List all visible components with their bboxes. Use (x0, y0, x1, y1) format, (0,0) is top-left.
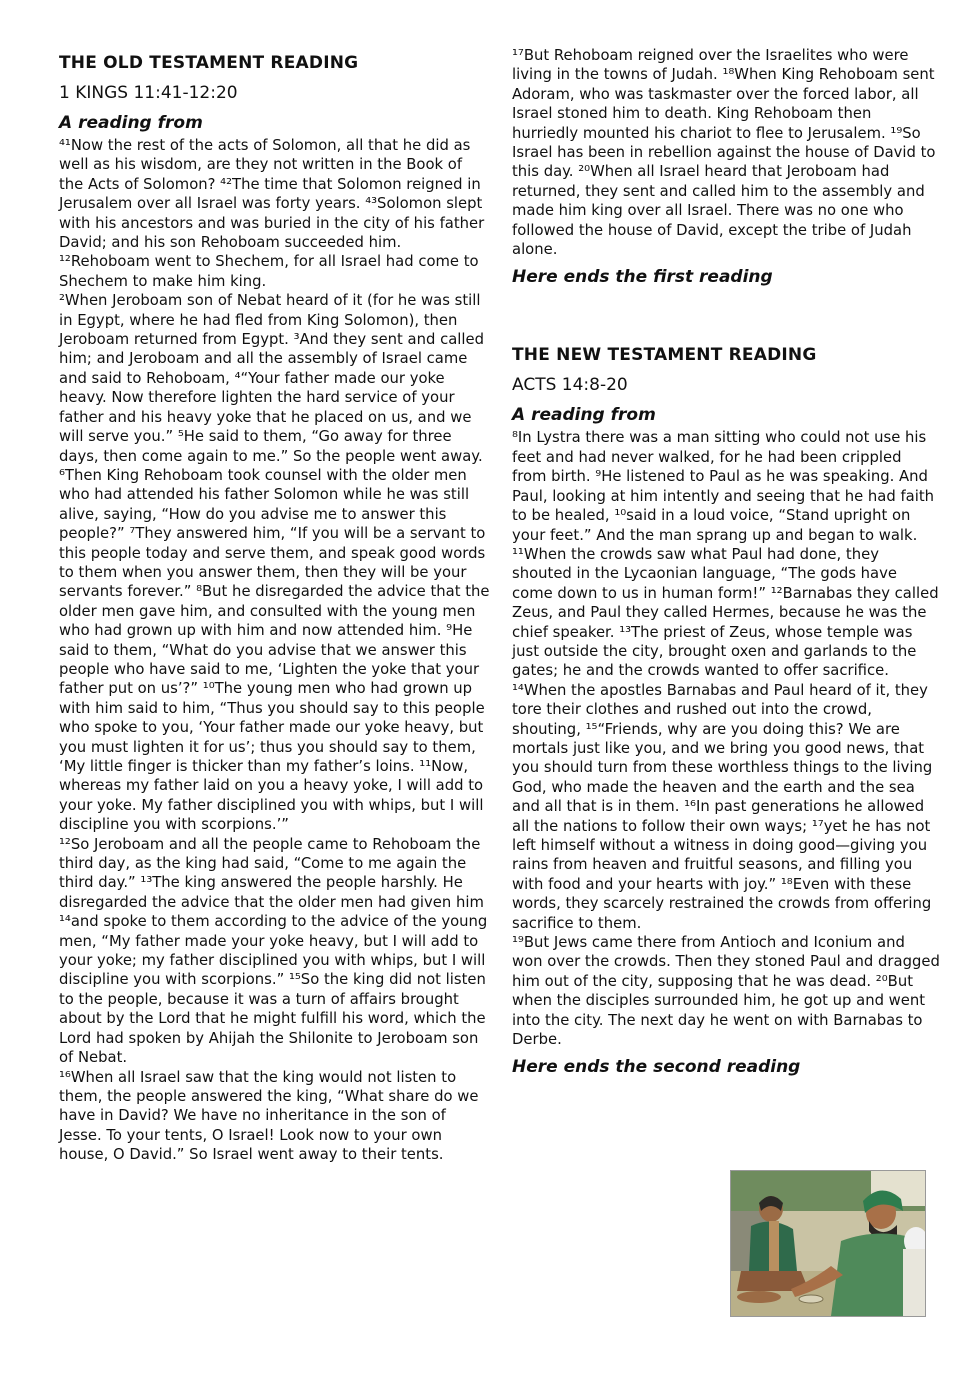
right-column (512, 46, 940, 1078)
paul-healing-lame-man-illustration (730, 1170, 926, 1317)
new-testament-text: ⁸In Lystra there was a man sitting who could not use his feet and had never walked, for he had been crippled from birth. ⁹He listened to Paul as he was speaking. And Paul, looking at him intently and seeing that he had faith to be healed, ¹⁰said in a loud voice, “Stand upright on your feet.” And the man sprang up and began to walk. ¹¹When the crowds saw what Paul had done, they shouted in the Lycaonian language, “The gods have come down to us in human form!” ¹²Barnabas they called Zeus, and Paul they called Hermes, because he was the chief speaker. ¹³The priest of Zeus, whose temple was just outside the city, brought oxen and garlands to the gates; he and the crowds wanted to offer sacrifice. ¹⁴When the apostles Barnabas and Paul heard of it, they tore their clothes and rushed out into the crowd, shouting, ¹⁵“Friends, why are you doing this? We are mortals just like you, and we bring you good news, that you should turn from these worthless things to the living God, who made the heaven and the earth and the sea and all that is in them. ¹⁶In past generations he allowed all the nations to follow their own ways; ¹⁷yet he has not left himself without a witness in doing good—giving you rains from heaven and fruitful seasons, and filling you with food and your hearts with joy.” ¹⁸Even with these words, they scarcely restrained the crowds from offering sacrifice to them. ¹⁹But Jews came there from Antioch and Iconium and won over the crowds. Then they stoned Paul and dragged him out of the city, supposing that he was dead. ²⁰But when the disciples surrounded him, he got up and went into the city. The next day he went on with Barnabas to Derbe. (512, 429, 940, 1049)
new-testament-reference: ACTS 14:8-20 (512, 375, 628, 396)
new-testament-ending: Here ends the second reading (512, 1057, 801, 1078)
left-column (59, 46, 491, 1165)
old-testament-reference: 1 KINGS 11:41-12:20 (59, 83, 238, 103)
old-testament-heading: THE OLD TESTAMENT READING (59, 53, 359, 73)
section-spacer (512, 288, 940, 338)
new-testament-intro: A reading from (512, 405, 656, 426)
old-testament-ending: Here ends the first reading (512, 267, 773, 288)
old-testament-intro: A reading from (59, 113, 203, 133)
new-testament-heading: THE NEW TESTAMENT READING (512, 345, 817, 366)
old-testament-text-continued: ¹⁷But Rehoboam reigned over the Israelites who were living in the towns of Judah. ¹⁸When King Rehoboam sent Adoram, who was taskmaster over the forced labor, all Israel stoned him to death. King Rehoboam then hurriedly mounted his chariot to flee to Jerusalem. ¹⁹So Israel has been in rebellion against the house of David to this day. ²⁰When all Israel heard that Jeroboam had returned, they sent and called him to the assembly and made him king over all Israel. There was no one who followed the house of David, except the tribe of Judah alone. (512, 47, 936, 259)
old-testament-text: ⁴¹Now the rest of the acts of Solomon, all that he did as well as his wisdom, are they not written in the Book of the Acts of Solomon? ⁴²The time that Solomon reigned in Jerusalem over all Israel was forty years. ⁴³Solomon slept with his ancestors and was buried in the city of his father David; and his son Rehoboam succeeded him. ¹²Rehoboam went to Shechem, for all Israel had come to Shechem to make him king. ²When Jeroboam son of Nebat heard of it (for he was still in Egypt, where he had fled from King Solomon), then Jeroboam returned from Egypt. ³And they sent and called him; and Jeroboam and all the assembly of Israel came and said to Rehoboam, ⁴“Your father made our yoke heavy. Now therefore lighten the hard service of your father and his heavy yoke that he placed on us, and we will serve you.” ⁵He said to them, “Go away for three days, then come again to me.” So the people went away. ⁶Then King Rehoboam took counsel with the older men who had attended his father Solomon while he was still alive, saying, “How do you advise me to answer this people?” ⁷They answered him, “If you will be a servant to this people today and serve them, and speak good words to them when you answer them, then they will be your servants forever.” ⁸But he disregarded the advice that the older men gave him, and consulted with the young men who had grown up with him and now attended him. ⁹He said to them, “What do you advise that we answer this people who have said to me, ‘Lighten the yoke that your father put on us’?” ¹⁰The young men who had grown up with him said to him, “Thus you should say to this people who spoke to you, ‘Your father made our yoke heavy, but you must lighten it for us’; thus you should say to them, ‘My little finger is thicker than my father’s loins. ¹¹Now, whereas my father laid on you a heavy yoke, I will add to your yoke. My father disciplined you with whips, but I will discipline you with scorpions.’” ¹²So Jeroboam and all the people came to Rehoboam the third day, as the king had said, “Come to me again the third day.” ¹³The king answered the people harshly. He disregarded the advice that the older men had given him ¹⁴and spoke to them according to the advice of the young men, “My father made your yoke heavy, but I will add to your yoke; my father disciplined you with whips, but I will discipline you with scorpions.” ¹⁵So the king did not listen to the people, because it was a turn of affairs brought about by the Lord that he might fulfill his word, which the Lord had spoken by Ahijah the Shilonite to Jeroboam son of Nebat. ¹⁶When all Israel saw that the king would not listen to them, the people answered the king, “What share do we have in David? We have no inheritance in the son of Jesse. To your tents, O Israel! Look now to your own house, O David.” So Israel went away to their tents. (59, 137, 490, 1164)
